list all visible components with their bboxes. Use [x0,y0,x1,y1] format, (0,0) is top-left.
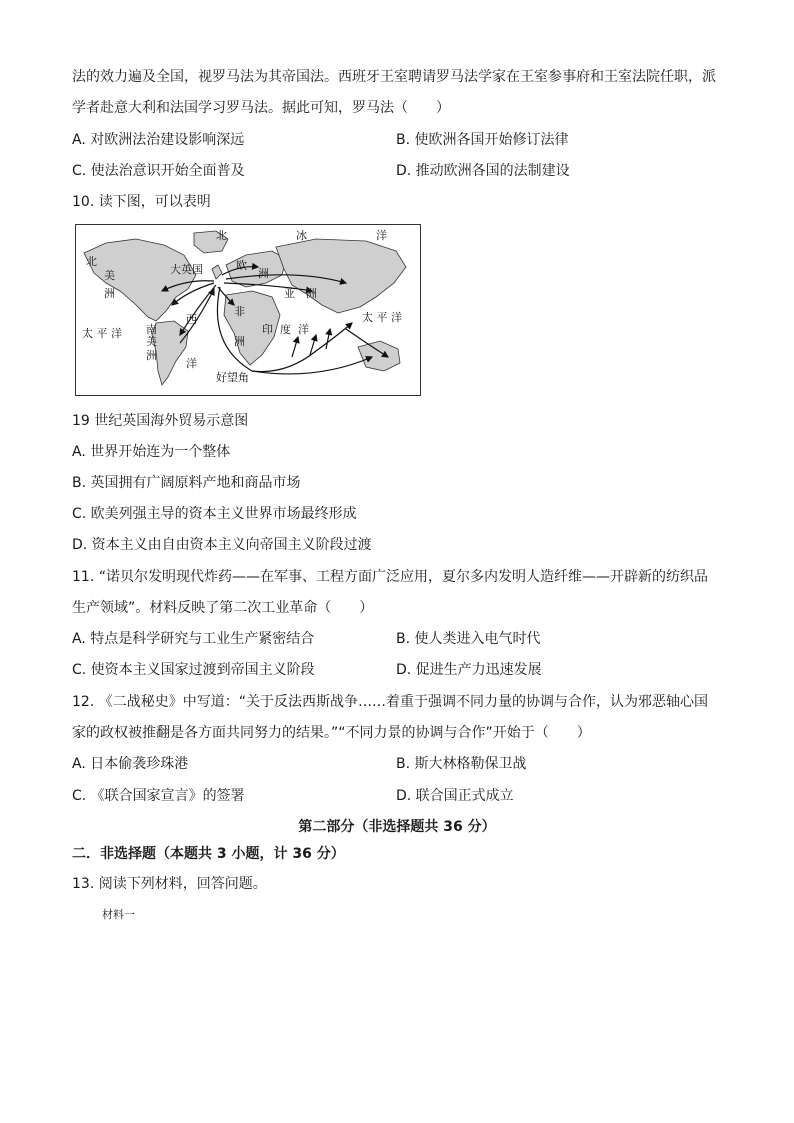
label-yang-ind: 洋 [298,323,309,336]
q10-option-b: B. 英国拥有广阔原料产地和商品市场 [72,475,301,491]
label-ya: 亚 [284,287,295,300]
label-bei: 北 [216,229,227,242]
label-mei: 美 [104,269,115,282]
australia-land [358,341,400,371]
material1-label: 材料一 [102,908,135,921]
label-bei-left: 北 [86,255,97,268]
section2-title: 二．非选择题（本题共 3 小题，计 36 分） [72,846,345,862]
q11-option-a: A. 特点是科学研究与工业生产紧密结合 [72,631,315,647]
label-du: 度 [280,323,291,336]
q9-option-d: D. 推动欧洲各国的法制建设 [396,163,570,179]
q9-stem-line1: 法的效力遍及全国，视罗马法为其帝国法。西班牙王室聘请罗马法学家在王室参事府和王室法院任职，派 [72,69,716,85]
label-bing: 冰 [296,229,307,242]
route-to-south-america [180,285,216,335]
label-ou: 欧 [236,259,247,272]
label-yazhou: 洲 [306,287,317,300]
q9-option-b: B. 使欧洲各国开始修订法律 [396,132,569,148]
label-haowangjiao: 好望角 [216,371,249,384]
label-ouzhou: 洲 [258,267,269,280]
label-fei: 非 [234,305,245,318]
q10-option-d: D. 资本主义由自由资本主义向帝国主义阶段过渡 [72,537,372,553]
q12-option-d: D. 联合国正式成立 [396,788,514,804]
q10-map-caption: 19 世纪英国海外贸易示意图 [72,413,249,429]
label-feizhou: 洲 [234,335,245,348]
q9-stem-line2: 学者赴意大利和法国学习罗马法。据此可知，罗马法（ ） [72,100,450,116]
q11-stem-line2: 生产领域”。材料反映了第二次工业革命（ ） [72,600,374,616]
q10-stem: 10. 读下图，可以表明 [72,194,211,210]
q11-stem-line1: 11. “诺贝尔发明现代炸药——在军事、工程方面广泛应用，夏尔多内发明人造纤维——开辟新的纺织品 [72,569,708,585]
asia-land [276,239,406,313]
q11-option-b: B. 使人类进入电气时代 [396,631,541,647]
q12-option-a: A. 日本偷袭珍珠港 [72,756,189,772]
q11-option-d: D. 促进生产力迅速发展 [396,662,542,678]
q12-option-b: B. 斯大林格勒保卫战 [396,756,527,772]
label-yang-top: 洋 [376,229,387,242]
label-taipingyang-left: 太 平 洋 [82,327,122,340]
q10-option-a: A. 世界开始连为一个整体 [72,444,231,460]
q12-stem-line1: 12. 《二战秘史》中写道：“关于反法西斯战争……着重于强调不同力量的协调与合作，认为邪恶轴心国 [72,694,708,710]
label-yin: 印 [262,323,273,336]
label-yang-mid: 洋 [186,357,197,370]
trade-map [75,224,421,396]
q11-option-c: C. 使资本主义国家过渡到帝国主义阶段 [72,662,315,678]
label-nanmei: 美 [146,335,157,348]
label-daying: 大英国 [170,263,203,276]
part2-title: 第二部分（非选择题共 36 分） [298,819,496,835]
route-up-3 [326,329,330,349]
q12-stem-line2: 家的政权被推翻是各方面共同努力的结果。”“不同力景的协调与合作”开始于（ ） [72,725,591,741]
label-nan: 南 [146,323,157,336]
q12-option-c: C. 《联合国家宣言》的签署 [72,788,245,804]
label-nanzhou: 洲 [146,349,157,362]
q9-option-c: C. 使法治意识开始全面普及 [72,163,245,179]
route-up-1 [292,337,298,357]
trade-map-figure [76,225,420,395]
north-america-land [84,239,196,321]
label-xi: 西 [186,313,197,326]
q9-option-a: A. 对欧洲法治建设影响深远 [72,132,245,148]
label-taipingyang-right: 太 平 洋 [362,311,402,324]
label-zhou-left: 洲 [104,287,115,300]
q10-option-c: C. 欧美列强主导的资本主义世界市场最终形成 [72,506,357,522]
britain-land [212,265,222,279]
q13-stem: 13. 阅读下列材料，回答问题。 [72,876,267,892]
